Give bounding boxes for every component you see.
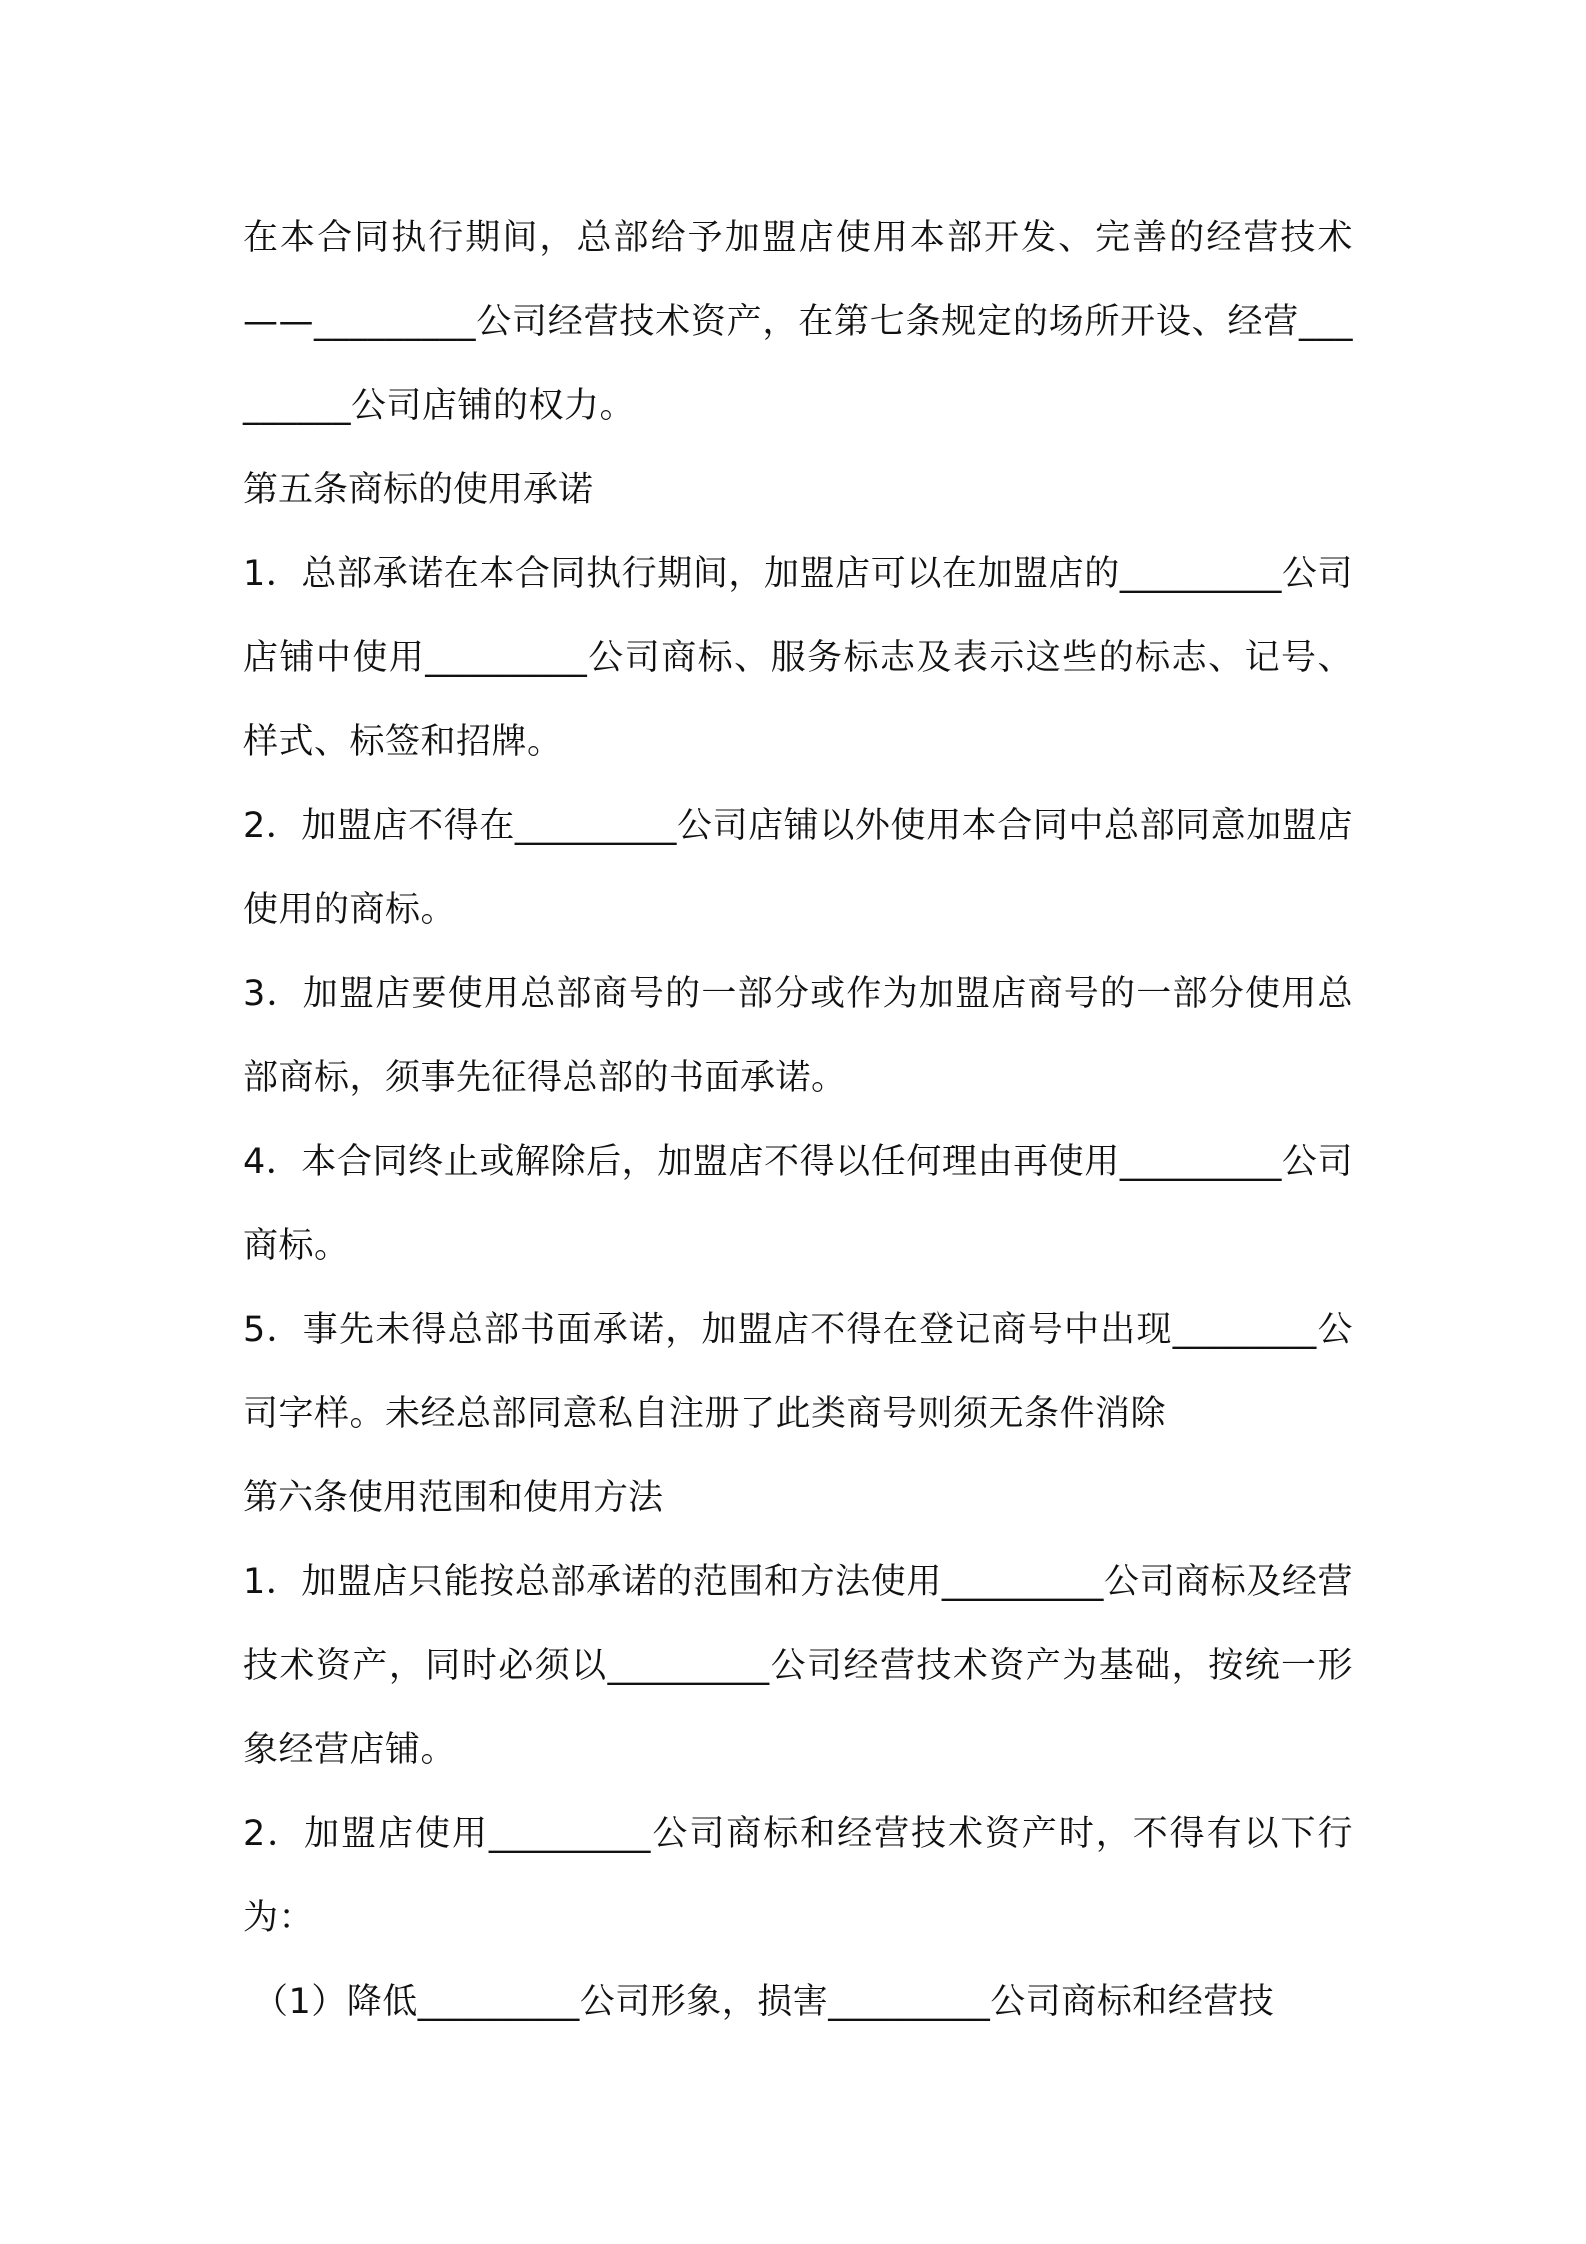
clause-6-2: 2．加盟店使用_________公司商标和经营技术资产时，不得有以下行为： (243, 1814, 1353, 1938)
clause-5-5: 5．事先未得总部书面承诺，加盟店不得在登记商号中出现________公司字样。未经总部同意私自注册了此类商号则须无条件消除 (243, 1310, 1353, 1434)
document-body (243, 196, 1353, 2044)
clause-5-1: 1．总部承诺在本合同执行期间，加盟店可以在加盟店的_________公司店铺中使用_________公司商标、服务标志及表示这些的标志、记号、样式、标签和招牌。 (243, 554, 1353, 762)
clause-6-1: 1．加盟店只能按总部承诺的范围和方法使用_________公司商标及经营技术资产，同时必须以_________公司经营技术资产为基础，按统一形象经营店铺。 (243, 1562, 1353, 1770)
clause-6-2-item-1: （1）降低_________公司形象，损害_________公司商标和经营技 (253, 1982, 1275, 2022)
paragraph-grant-rights: 在本合同执行期间，总部给予加盟店使用本部开发、完善的经营技术——_________公司经营技术资产，在第七条规定的场所开设、经营_________公司店铺的权力。 (243, 218, 1353, 426)
clause-5-3: 3．加盟店要使用总部商号的一部分或作为加盟店商号的一部分使用总部商标，须事先征得总部的书面承诺。 (243, 974, 1353, 1098)
clause-5-2: 2．加盟店不得在_________公司店铺以外使用本合同中总部同意加盟店使用的商标。 (243, 806, 1353, 930)
clause-5-4: 4．本合同终止或解除后，加盟店不得以任何理由再使用_________公司商标。 (243, 1142, 1353, 1266)
section-heading-article-6: 第六条使用范围和使用方法 (243, 1478, 664, 1518)
section-heading-article-5: 第五条商标的使用承诺 (243, 470, 594, 510)
